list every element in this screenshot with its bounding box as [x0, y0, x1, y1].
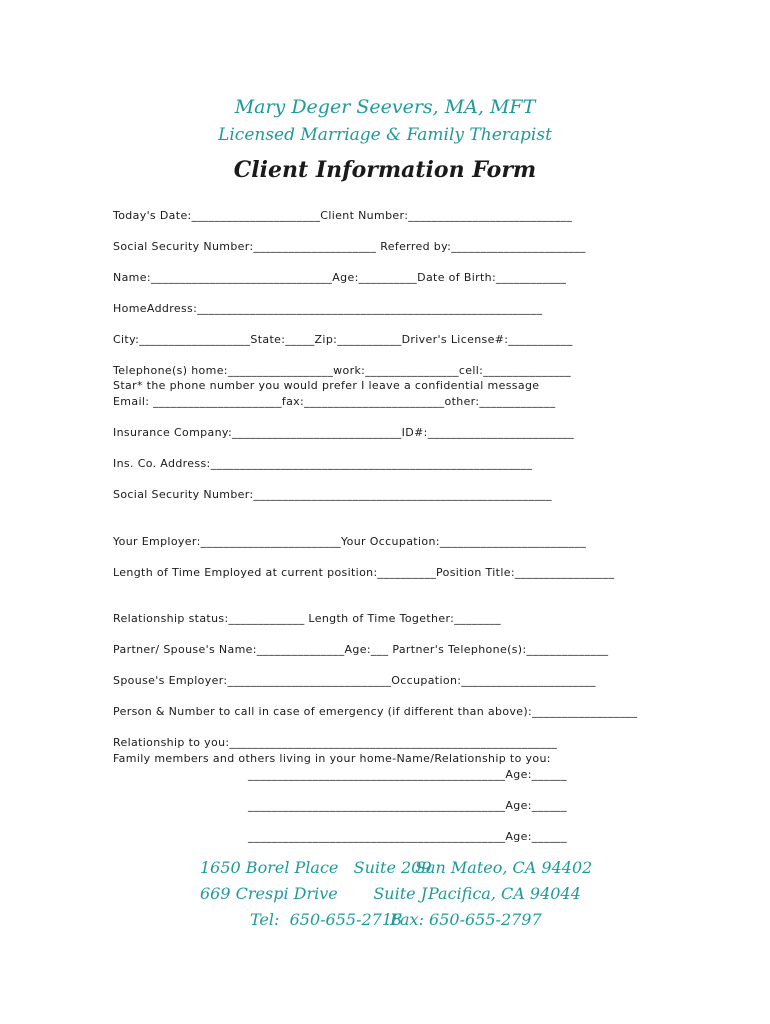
- todays-date-field[interactable]: Today's Date:______________________Client Number:____________________________: [113, 209, 573, 222]
- partner-name-field[interactable]: Partner/ Spouse's Name:_______________Age:___ Partner's Telephone(s):______________: [113, 643, 609, 656]
- spouse-employer-field[interactable]: Spouse's Employer:____________________________Occupation:_______________________: [113, 674, 596, 687]
- form-title: Client Information Form: [233, 157, 537, 183]
- therapist-credential: Licensed Marriage & Family Therapist: [218, 125, 552, 145]
- employment-length-field[interactable]: Length of Time Employed at current position:__________Position Title:_________________: [113, 566, 615, 579]
- family-members-label: Family members and others living in your home-Name/Relationship to you:: [113, 752, 551, 765]
- name-age-dob-field[interactable]: Name:_______________________________Age:__________Date of Birth:____________: [113, 271, 567, 284]
- relationship-status-field[interactable]: Relationship status:_____________ Length of Time Together:________: [113, 612, 501, 625]
- home-address-field[interactable]: HomeAddress:___________________________________________________________: [113, 302, 543, 315]
- office-address-2: 669 Crespi Drive Suite J: [200, 884, 428, 903]
- relationship-to-you-field[interactable]: Relationship to you:________________________________________________________: [113, 736, 558, 749]
- insurance-company-field[interactable]: Insurance Company:_____________________________ID#:_________________________: [113, 426, 574, 439]
- employer-occupation-field[interactable]: Your Employer:________________________Your Occupation:_________________________: [113, 535, 587, 548]
- insurance-address-field[interactable]: Ins. Co. Address:_______________________________________________________: [113, 457, 533, 470]
- telephone-number: Tel: 650-655-2718: [250, 910, 403, 929]
- family-member-row[interactable]: ____________________________________________Age:______: [248, 830, 567, 843]
- office-city-1: San Mateo, CA 94402: [415, 858, 593, 877]
- emergency-contact-field[interactable]: Person & Number to call in case of emergency (if different than above):__________________: [113, 705, 638, 718]
- city-state-zip-license-field[interactable]: City:___________________State:_____Zip:___________Driver's License#:___________: [113, 333, 573, 346]
- family-member-row[interactable]: ____________________________________________Age:______: [248, 768, 567, 781]
- confidential-message-note: Star* the phone number you would prefer I leave a confidential message: [113, 379, 540, 392]
- email-fax-other-field[interactable]: Email: ______________________fax:________________________other:_____________: [113, 395, 556, 408]
- fax-number: Fax: 650-655-2797: [390, 910, 542, 929]
- therapist-name: Mary Deger Seevers, MA, MFT: [234, 96, 536, 118]
- telephone-field[interactable]: Telephone(s) home:__________________work:________________cell:_______________: [113, 364, 571, 377]
- office-address-1: 1650 Borel Place Suite 209: [200, 858, 432, 877]
- office-city-2: Pacifica, CA 94044: [428, 884, 581, 903]
- ssn-referred-field[interactable]: Social Security Number:_____________________ Referred by:_______________________: [113, 240, 586, 253]
- family-member-row[interactable]: ____________________________________________Age:______: [248, 799, 567, 812]
- social-security-field[interactable]: Social Security Number:___________________________________________________: [113, 488, 552, 501]
